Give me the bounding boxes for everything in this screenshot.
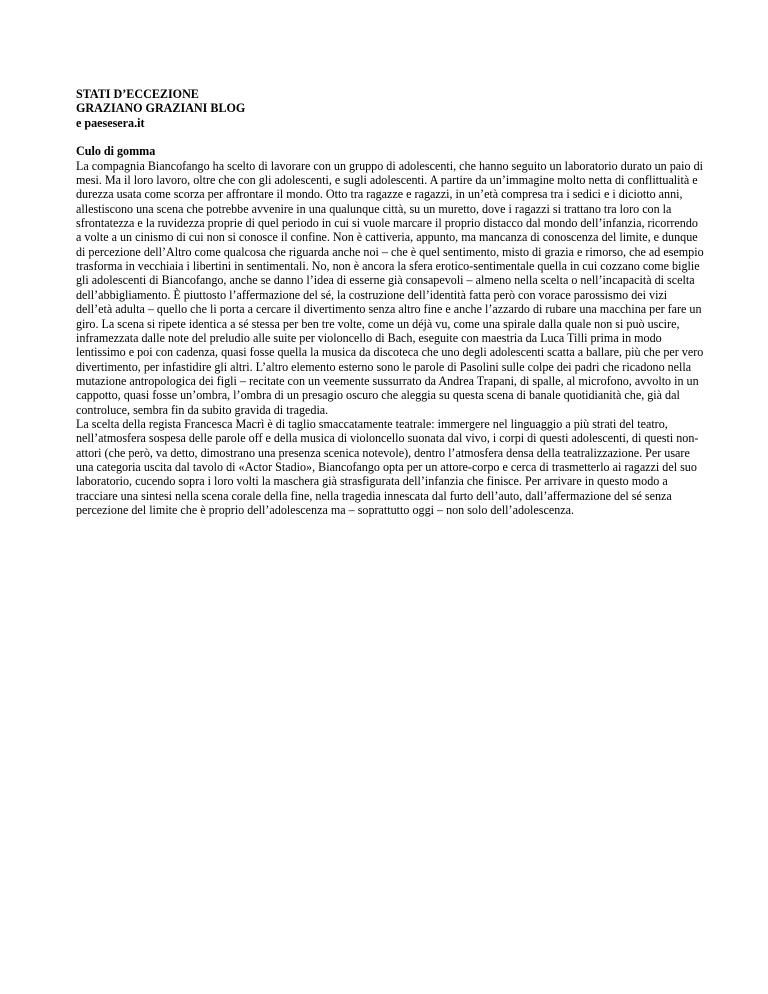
document-content	[76, 87, 706, 517]
header-blog-name: GRAZIANO GRAZIANI BLOG	[76, 101, 246, 116]
article-paragraph-1: La compagnia Biancofango ha scelto di lavorare con un gruppo di adolescenti, che hanno seguito un laboratorio durato un paio di mesi. Ma il loro lavoro, oltre che con gli adolescenti, e sugli adolescenti. A partire da un’immagine molto netta di conflittualità e durezza usata come scorza per affrontare il mondo. Otto tra ragazze e ragazzi, in un’età compresa tra i sedici e i diciotto anni, allestiscono una scena che potrebbe avvenire in una qualunque città, su un muretto, dove i ragazzi si trattano tra loro con la sfrontatezza e la ruvidezza proprie di quel periodo in cui si vuole marcare il proprio distacco dal mondo dell’infanzia, ricorrendo a volte a un cinismo di cui non si conosce il confine. Non è cattiveria, appunto, ma mancanza di conoscenza del limite, e dunque di percezione dell’Altro come qualcosa che riguarda anche noi – che è quel sentimento, misto di grazia e rimorso, che ad esempio trasforma in vecchiaia i libertini in sentimentali. No, non è ancora la sfera erotico-sentimentale quella in cui cozzano come biglie gli adolescenti di Biancofango, anche se danno l’idea di esserne già consapevoli – almeno nella scelta o nell’incapacità di scelta dell’abbigliamento. È piuttosto l’affermazione del sé, la costruzione dell’identità fatta però con vorace parossismo dei vizi dell’età adulta – quello che li porta a cercare il divertimento senza altro fine e anche l’azzardo di rubare una macchina per fare un giro. La scena si ripete identica a sé stessa per ben tre volte, come un déjà vu, come una spirale dalla quale non si può uscire, inframezzata dalle note del preludio alle suite per violoncello di Bach, eseguite con maestria da Luca Tilli prima in modo lentissimo e poi con cadenza, quasi fosse quella la musica da discoteca che uno degli adolescenti scatta a ballare, più che per vero divertimento, per infastidire gli altri. L’altro elemento esterno sono le parole di Pasolini sulle colpe dei padri che ricadono nella mutazione antropologica dei figli – recitate con un veemente sussurrato da Andrea Trapani, di spalle, al microfono, avvolto in un cappotto, quasi fosse un’ombra, l’ombra di un presagio oscuro che aleggia su questa scena di banale quotidianità che, già dal controluce, sembra fin da subito gravida di tragedia.	[76, 158, 704, 417]
header-title: STATI D’ECCEZIONE	[76, 87, 199, 101]
article-title: Culo di gomma	[76, 144, 156, 159]
header-source: e paesesera.it	[76, 115, 145, 130]
header-spacer	[76, 130, 706, 144]
article-paragraph-2: La scelta della regista Francesca Macrì è di taglio smaccatamente teatrale: immergere nel linguaggio a più strati del teatro, nell’atmosfera sospesa delle parole off e della musica di violoncello suonata dal vivo, i corpi di questi adolescenti, di questi non-attori (che però, va detto, dimostrano una presenza scenica notevole), dentro l’atmosfera densa della teatralizzazione. Per usare una categoria uscita dal tavolo di «Actor Stadio», Biancofango opta per un attore-corpo e cerca di trasmetterlo ai ragazzi del suo laboratorio, cucendo sopra i loro volti la maschera già strasfigurata dell’infanzia che finisce. Per arrivare in questo modo a tracciare una sintesi nella scena corale della fine, nella tragedia innescata dal furto dell’auto, dall’affermazione del sé senza percezione del limite che è proprio dell’adolescenza ma – soprattutto oggi – non solo dell’adolescenza.	[76, 416, 699, 517]
